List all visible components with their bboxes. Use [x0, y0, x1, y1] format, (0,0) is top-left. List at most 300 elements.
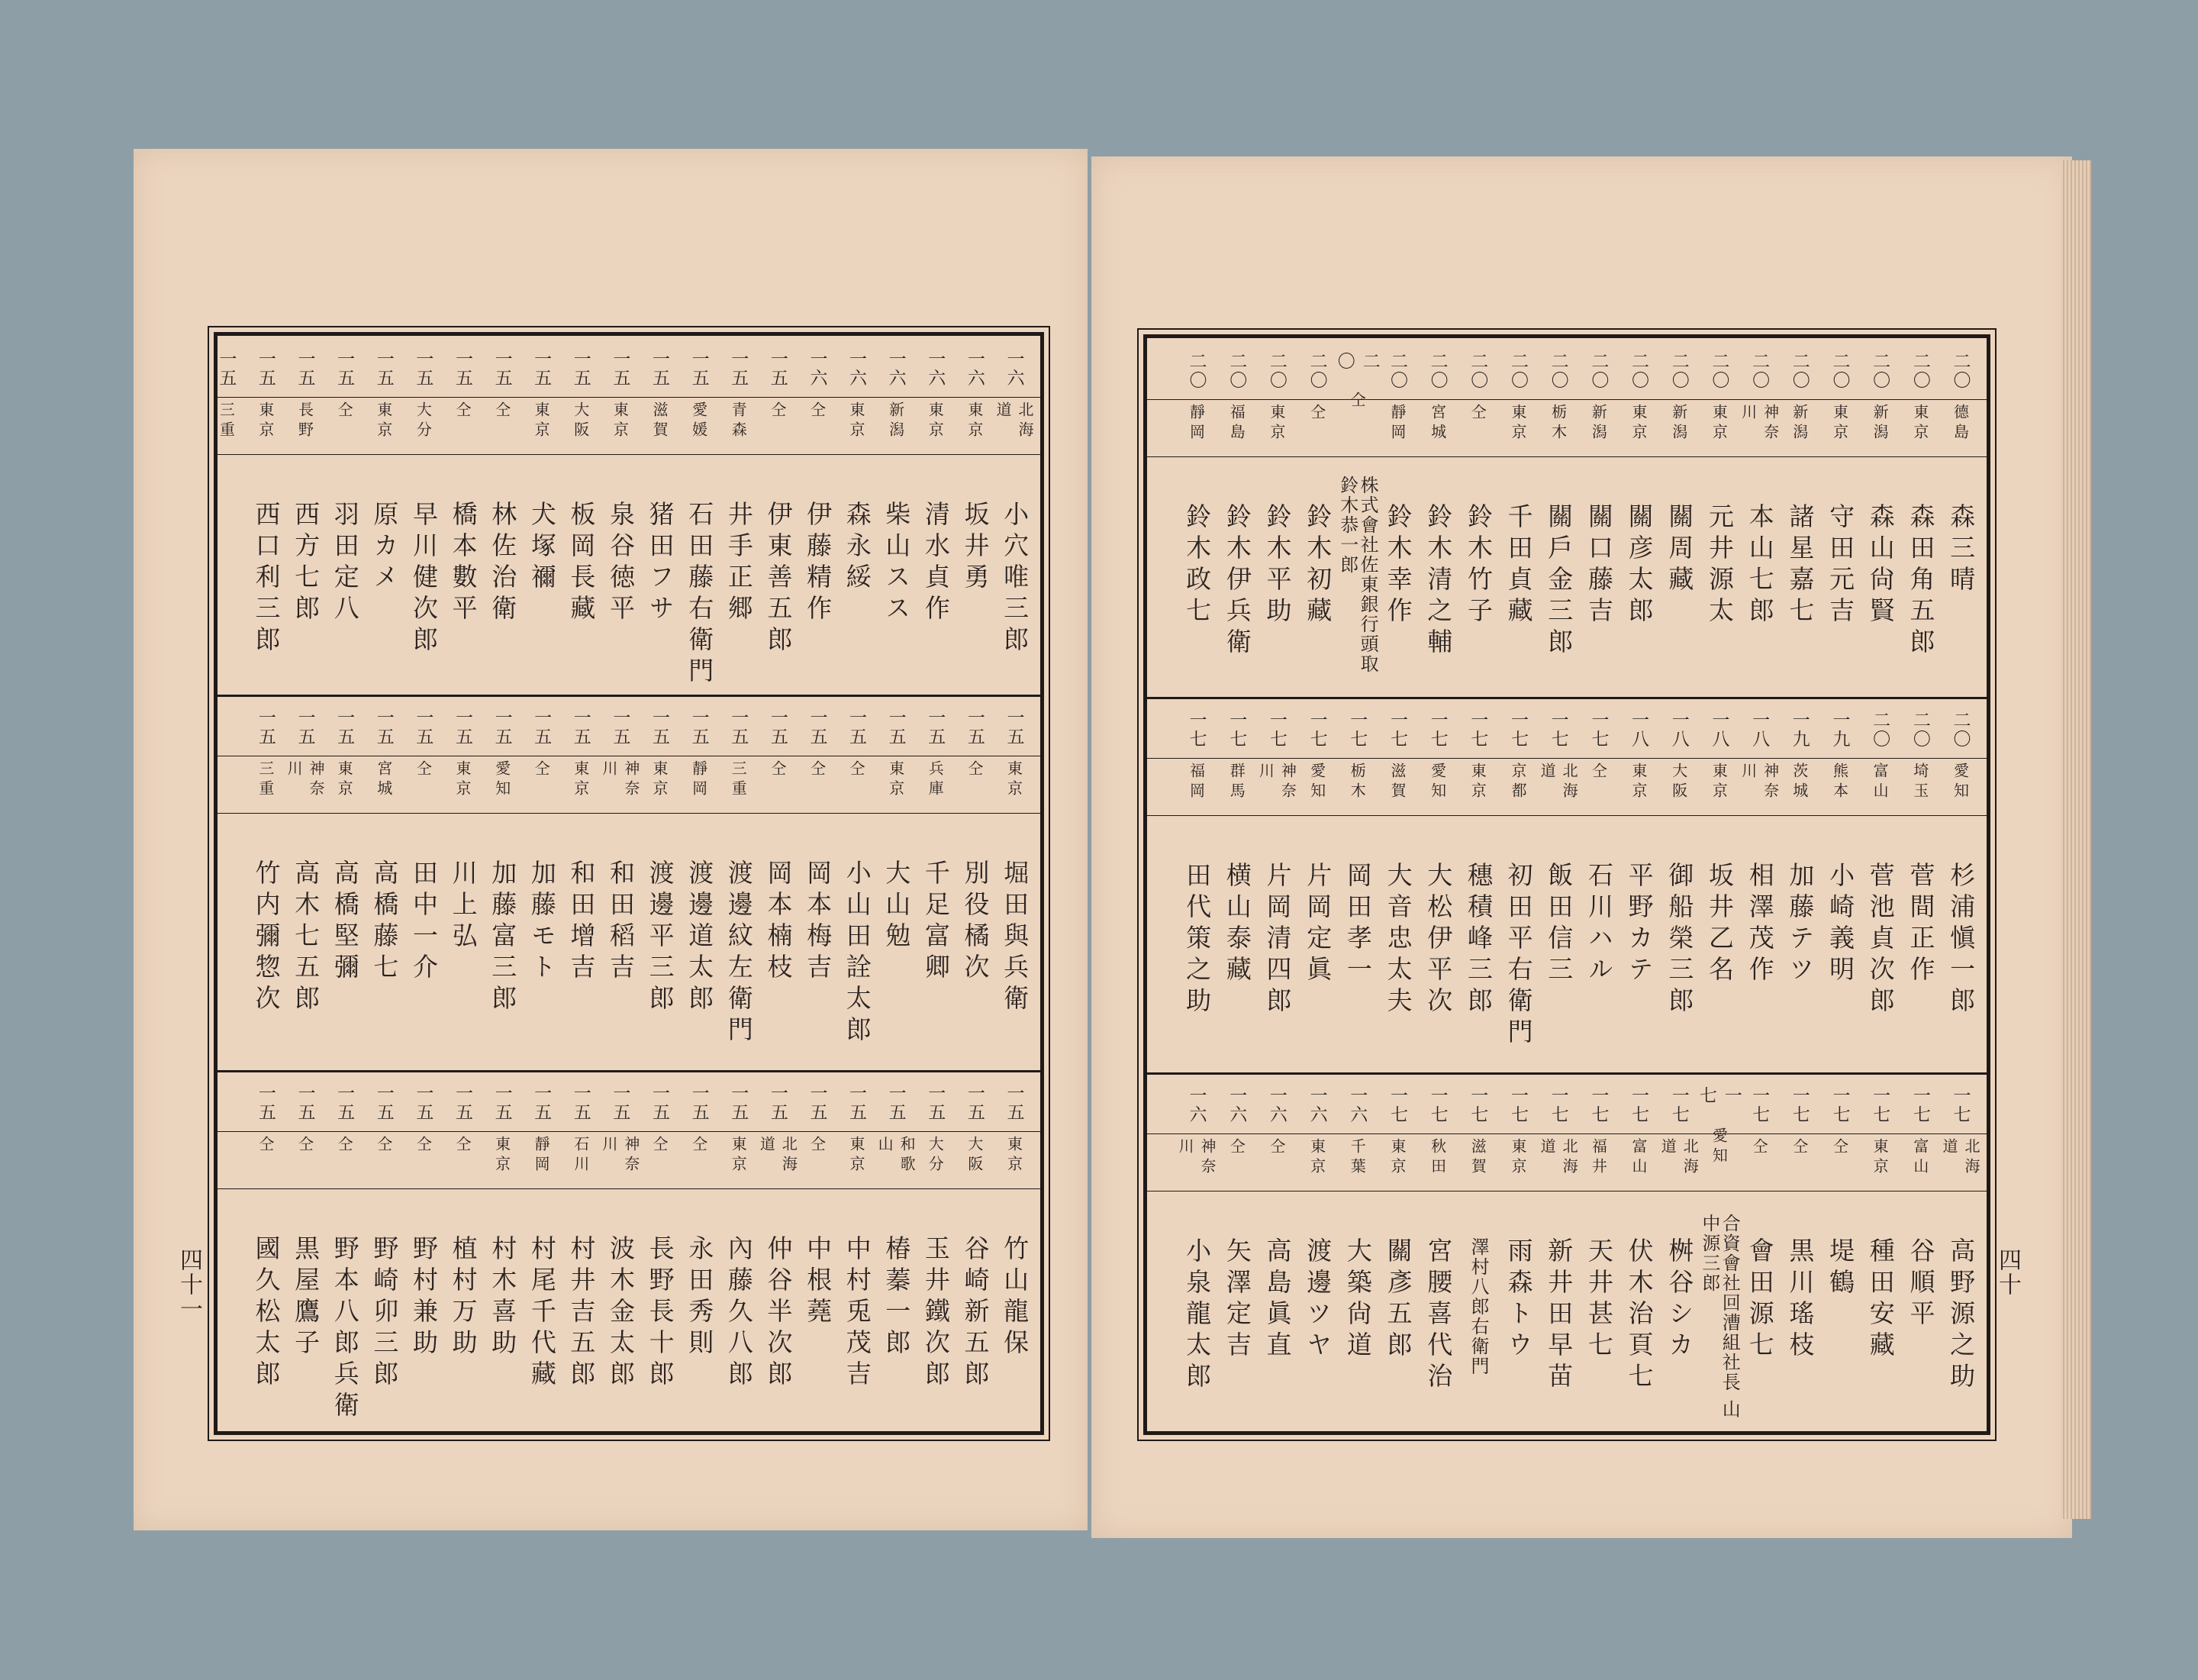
person-name: 內藤久八郎	[724, 1235, 754, 1391]
rank-number: 一五	[531, 708, 552, 746]
rank-number: 一五	[373, 350, 394, 388]
prefecture: 滋賀	[1468, 1138, 1487, 1178]
person-name: 鈴木幸作	[1383, 503, 1413, 628]
register-entry	[1696, 1072, 1742, 1431]
register-entry	[996, 695, 1033, 1070]
person-name: 桝谷シカ	[1665, 1237, 1695, 1362]
register-entry	[1500, 1072, 1536, 1431]
rank-number: 一六	[925, 350, 946, 388]
register-entry	[1701, 338, 1738, 697]
register-entry	[484, 1070, 520, 1429]
prefecture: 京都	[1508, 763, 1527, 802]
prefecture: 仝	[414, 1136, 433, 1156]
register-entry	[1299, 697, 1336, 1072]
prefecture: 秋田	[1428, 1138, 1447, 1178]
register-entry	[996, 336, 1033, 695]
prefecture: 東京	[1004, 1136, 1023, 1175]
left-list-frame	[214, 332, 1044, 1435]
person-name: 宮腰喜代治	[1423, 1237, 1454, 1394]
prefecture: 熊本	[1830, 763, 1849, 802]
prefecture: 群馬	[1227, 763, 1246, 802]
register-entry	[524, 336, 560, 695]
register-entry	[599, 695, 640, 1070]
prefecture: 仝	[807, 760, 827, 780]
prefecture: 仝	[689, 1136, 708, 1156]
register-entry	[996, 1070, 1033, 1429]
prefecture: 三重	[217, 401, 236, 441]
register-entry	[1581, 697, 1617, 1072]
rank-number: 一七	[1910, 1086, 1930, 1124]
rank-number: 一六	[964, 350, 985, 388]
rank-number: 二〇	[1950, 352, 1971, 390]
register-entry	[287, 695, 324, 1070]
register-entry	[759, 695, 796, 1070]
prefecture: 東京	[886, 760, 905, 800]
rank-number: 一七	[1548, 711, 1568, 749]
register-entry	[1658, 1072, 1700, 1431]
rank-number: 一五	[728, 1084, 749, 1122]
prefecture: 仝	[1348, 391, 1367, 411]
prefecture: 神奈川	[599, 760, 640, 800]
register-entry	[405, 695, 442, 1070]
rank-number: 一七	[1789, 1086, 1810, 1124]
person-name: 村井吉五郎	[566, 1235, 597, 1391]
prefecture: 東京	[1267, 404, 1286, 443]
person-name: 加藤モト	[527, 859, 557, 985]
person-name: 森三晴	[1946, 503, 1977, 597]
person-name: 竹内彌惣次	[251, 859, 282, 1016]
prefecture: 新潟	[1871, 404, 1890, 443]
person-name: 御船榮三郎	[1665, 862, 1695, 1018]
register-entry	[1581, 1072, 1617, 1431]
person-name: 岡本楠枝	[763, 859, 794, 985]
rank-number: 一五	[688, 708, 709, 746]
person-name: 守田元吉	[1826, 503, 1856, 628]
rank-number: 一五	[570, 1084, 591, 1122]
prefecture: 栃木	[1549, 404, 1568, 443]
rank-number: 一五	[295, 708, 315, 746]
register-entry	[444, 336, 481, 695]
prefecture: 三重	[256, 760, 275, 800]
rank-number: 一五	[452, 1084, 472, 1122]
person-name: 千足富卿	[920, 859, 951, 985]
prefecture: 仝	[374, 1136, 393, 1156]
rank-number: 一五	[688, 350, 709, 388]
rank-number: 一六	[1307, 1086, 1327, 1124]
register-entry	[720, 1070, 757, 1429]
rank-number: 一七	[1507, 711, 1528, 749]
register-entry	[1942, 338, 1979, 697]
prefecture: 東京	[492, 1136, 511, 1175]
register-entry	[1822, 1072, 1858, 1431]
rank-number: 一八	[1668, 711, 1689, 749]
register-entry	[327, 695, 363, 1070]
person-name: 黒屋鷹子	[291, 1235, 321, 1360]
register-entry	[1701, 697, 1738, 1072]
person-name: 石田藤右衛門	[685, 501, 715, 688]
rank-number: 一七	[1226, 711, 1247, 749]
prefecture: 三重	[729, 760, 748, 800]
prefecture: 宮城	[374, 760, 393, 800]
prefecture: 神奈川	[1739, 404, 1780, 443]
prefecture: 德島	[1951, 404, 1970, 443]
rank-number: 一五	[373, 1084, 394, 1122]
rank-number: 一六	[1226, 1086, 1247, 1124]
prefecture: 東京	[1307, 1138, 1326, 1178]
prefecture: 仝	[335, 1136, 354, 1156]
prefecture: 東京	[1508, 404, 1527, 443]
register-entry	[956, 1070, 993, 1429]
register-block	[218, 695, 1040, 1070]
prefecture: 靜岡	[532, 1136, 551, 1175]
rank-number: 一七	[1588, 711, 1609, 749]
rank-number: 一五	[570, 350, 591, 388]
person-name: 加藤富三郎	[488, 859, 518, 1016]
prefecture: 仝	[1468, 404, 1487, 424]
rank-number: 一五	[610, 350, 630, 388]
register-entry	[1621, 697, 1658, 1072]
rank-number: 一七	[1186, 711, 1207, 749]
register-entry	[247, 336, 284, 695]
rank-number: 二〇	[1427, 352, 1448, 390]
person-name: 竹山龍保	[1000, 1235, 1030, 1360]
register-entry	[839, 695, 875, 1070]
person-name: 天井甚七	[1584, 1237, 1614, 1362]
prefecture: 埼玉	[1910, 763, 1929, 802]
register-entry	[1862, 1072, 1899, 1431]
prefecture: 北海道	[757, 1136, 798, 1175]
register-entry	[327, 336, 363, 695]
person-name: 長野長十郎	[645, 1235, 675, 1391]
register-entry	[405, 1070, 442, 1429]
person-name: 田代策之助	[1182, 862, 1213, 1018]
rank-number: 二〇	[1307, 352, 1327, 390]
register-entry	[839, 1070, 875, 1429]
register-entry	[1862, 697, 1899, 1072]
register-entry	[1902, 1072, 1939, 1431]
rank-number: 二〇	[1548, 352, 1568, 390]
prefecture: 東京	[1910, 404, 1929, 443]
register-entry	[759, 1070, 796, 1429]
person-name: 岡本梅吉	[803, 859, 833, 985]
person-name: 大音忠太夫	[1383, 862, 1413, 1018]
register-entry	[1460, 697, 1497, 1072]
register-entry	[366, 336, 402, 695]
register-entry	[917, 336, 954, 695]
person-name: 高橋藤七	[369, 859, 400, 985]
register-entry	[917, 695, 954, 1070]
prefecture: 仝	[1790, 1138, 1809, 1158]
prefecture: 愛知	[1307, 763, 1326, 802]
register-entry	[1822, 338, 1858, 697]
person-name: 矢澤定吉	[1222, 1237, 1252, 1362]
prefecture: 北海道	[1940, 1138, 1980, 1178]
person-name: 井手正郷	[724, 501, 754, 626]
register-entry	[1219, 338, 1255, 697]
person-name: 大松伊平次	[1423, 862, 1454, 1018]
person-name: 大築尙道	[1342, 1237, 1373, 1362]
rank-number: 一五	[925, 708, 946, 746]
prefecture: 茨城	[1790, 763, 1809, 802]
register-entry	[1739, 697, 1780, 1072]
prefecture: 愛知	[1428, 763, 1447, 802]
rank-number: 一五	[925, 1084, 946, 1122]
person-name: 鈴木清之輔	[1423, 503, 1454, 659]
rank-number: 一七	[1387, 1086, 1407, 1124]
register-entry	[405, 336, 442, 695]
prefecture: 東京	[1508, 1138, 1527, 1178]
person-name: 森山尙賢	[1865, 503, 1896, 628]
register-entry	[642, 695, 678, 1070]
register-entry	[1299, 1072, 1336, 1431]
prefecture: 大阪	[571, 401, 590, 441]
person-name: 渡邊平三郎	[645, 859, 675, 1016]
register-entry	[1942, 1072, 1979, 1431]
prefecture: 東京	[532, 401, 551, 441]
prefecture: 東京	[1004, 760, 1023, 800]
register-entry	[1902, 338, 1939, 697]
rank-number: 一六	[807, 350, 827, 388]
prefecture: 和歌山	[875, 1136, 917, 1175]
register-block	[1147, 697, 1987, 1072]
rank-number: 一五	[728, 708, 749, 746]
prefecture: 靜岡	[1387, 404, 1407, 443]
prefecture: 新潟	[1669, 404, 1688, 443]
person-name: 高野源之助	[1946, 1237, 1977, 1394]
register-entry	[1334, 338, 1380, 697]
rank-number: 一七	[1427, 711, 1448, 749]
prefecture: 仝	[453, 1136, 472, 1156]
prefecture: 東京	[650, 760, 669, 800]
register-entry	[327, 1070, 363, 1429]
prefecture: 大阪	[965, 1136, 984, 1175]
register-entry	[247, 695, 284, 1070]
register-entry	[444, 1070, 481, 1429]
page-edges	[2061, 160, 2091, 1519]
rank-number: 一五	[649, 1084, 669, 1122]
prefecture: 仝	[650, 1136, 669, 1156]
person-name: 相澤茂作	[1745, 862, 1775, 987]
prefecture: 東京	[729, 1136, 748, 1175]
register-entry	[1339, 1072, 1376, 1431]
rank-number: 一七	[1307, 711, 1327, 749]
rank-number: 一五	[373, 708, 394, 746]
person-name: 初田平右衛門	[1503, 862, 1534, 1050]
register-entry	[799, 1070, 836, 1429]
person-name: 關戶金三郎	[1544, 503, 1574, 659]
person-name: 鈴木竹子	[1463, 503, 1494, 628]
person-name: 關口藤吉	[1584, 503, 1614, 628]
prefecture: 仝	[453, 401, 472, 421]
rank-number: 一五	[334, 350, 355, 388]
register-entry	[1460, 338, 1497, 697]
rank-number: 一五	[728, 350, 749, 388]
rank-number: 二〇	[1789, 352, 1810, 390]
register-entry	[1739, 338, 1780, 697]
rank-number: 一五	[413, 1084, 433, 1122]
register-block	[218, 336, 1040, 695]
register-entry	[1420, 697, 1456, 1072]
prefecture: 東京	[847, 401, 866, 441]
person-name: 關彦太郎	[1624, 503, 1655, 628]
rank-number: 二〇	[1629, 352, 1649, 390]
person-name: 清水貞作	[920, 501, 951, 626]
rank-number: 一五	[413, 350, 433, 388]
register-entry	[524, 695, 560, 1070]
rank-number: 二〇	[1910, 352, 1930, 390]
person-name: 伊藤精作	[803, 501, 833, 626]
register-entry	[366, 695, 402, 1070]
register-entry	[444, 695, 481, 1070]
prefecture: 仝	[1589, 763, 1608, 782]
register-entry	[1178, 697, 1215, 1072]
register-entry	[1781, 1072, 1818, 1431]
rank-number: 一五	[295, 1084, 315, 1122]
person-name: 加藤テツ	[1785, 862, 1816, 987]
rank-number: 一五	[491, 1084, 512, 1122]
person-name: 別役橘次	[960, 859, 991, 985]
left-page-number: 四十一	[176, 1248, 202, 1321]
person-name: 片岡定眞	[1303, 862, 1333, 987]
person-name: 西方七郎	[291, 501, 321, 626]
person-name: 千田貞藏	[1503, 503, 1534, 628]
person-name: 平野カテ	[1624, 862, 1655, 987]
prefecture: 東京	[1629, 404, 1648, 443]
register-entry	[562, 1070, 599, 1429]
register-entry	[759, 336, 796, 695]
register-entry	[287, 1070, 324, 1429]
prefecture: 滋賀	[650, 401, 669, 441]
register-entry	[366, 1070, 402, 1429]
rank-number: 一七	[1668, 1086, 1689, 1124]
rank-number: 一五	[767, 350, 788, 388]
prefecture: 仝	[1267, 1138, 1286, 1158]
rank-number: 二〇	[1668, 352, 1689, 390]
prefecture: 福岡	[1187, 763, 1206, 802]
prefecture: 仝	[768, 760, 787, 780]
prefecture: 神奈川	[1739, 763, 1780, 802]
register-entry	[681, 1070, 717, 1429]
register-entry	[1219, 697, 1255, 1072]
prefecture: 仝	[1830, 1138, 1849, 1158]
person-name: 猪田フサ	[645, 501, 675, 626]
person-name: 本山七郎	[1745, 503, 1775, 628]
person-name: 板岡長藏	[566, 501, 597, 626]
person-name: 穗積峰三郎	[1463, 862, 1494, 1018]
prefecture: 大分	[926, 1136, 945, 1175]
prefecture: 仝	[1227, 1138, 1246, 1158]
rank-number: 一七	[1347, 711, 1368, 749]
person-name: 渡邊道太郎	[685, 859, 715, 1016]
prefecture: 青森	[729, 401, 748, 441]
register-entry	[681, 695, 717, 1070]
prefecture: 仝	[807, 1136, 827, 1156]
person-name: 村木喜助	[488, 1235, 518, 1360]
rank-number: 一七	[1629, 1086, 1649, 1124]
person-name: 合資會社回漕組社長 山中源三郎	[1698, 1214, 1741, 1420]
register-entry	[562, 336, 599, 695]
prefecture: 東京	[374, 401, 393, 441]
prefecture: 北海道	[1538, 763, 1579, 802]
person-name: 高木七五郎	[291, 859, 321, 1016]
person-name: 諸星嘉七	[1785, 503, 1816, 628]
prefecture: 北海道	[1658, 1138, 1700, 1178]
person-name: 和田稻吉	[606, 859, 637, 985]
person-name: 石川ハル	[1584, 862, 1614, 987]
person-name: 片岡清四郎	[1262, 862, 1293, 1018]
prefecture: 仝	[335, 401, 354, 421]
rank-number: 一五	[688, 1084, 709, 1122]
register-entry	[1259, 338, 1295, 697]
person-name: 小崎義明	[1826, 862, 1856, 987]
rank-number: 二〇	[1186, 352, 1207, 390]
prefecture: 仝	[492, 401, 511, 421]
register-entry	[1379, 1072, 1416, 1431]
prefecture: 仝	[965, 760, 984, 780]
rank-number: 一七	[1829, 1086, 1850, 1124]
rank-number: 一七	[1950, 1086, 1971, 1124]
register-entry	[642, 336, 678, 695]
register-entry	[878, 695, 914, 1070]
prefecture: 愛知	[1710, 1127, 1729, 1167]
person-name: 堤鶴	[1826, 1237, 1856, 1300]
prefecture: 東京	[1710, 404, 1729, 443]
person-name: 渡邊ツヤ	[1303, 1237, 1333, 1362]
register-entry	[1256, 697, 1297, 1072]
rank-number: 一五	[255, 1084, 276, 1122]
person-name: 谷崎新五郎	[960, 1235, 991, 1391]
register-entry	[1219, 1072, 1255, 1431]
register-entry	[1500, 338, 1536, 697]
prefecture: 東京	[571, 760, 590, 800]
register-entry	[1862, 338, 1899, 697]
person-name: 野崎卯三郎	[369, 1235, 400, 1391]
person-name: 種田安藏	[1865, 1237, 1896, 1362]
person-name: 雨森トウ	[1503, 1237, 1534, 1362]
prefecture: 神奈川	[599, 1136, 640, 1175]
person-name: 元井源太	[1705, 503, 1736, 628]
person-name: 椿蓁一郎	[881, 1235, 912, 1360]
register-entry	[484, 695, 520, 1070]
rank-number: 一五	[452, 350, 472, 388]
person-name: 鈴木平助	[1262, 503, 1293, 628]
prefecture: 東京	[1387, 1138, 1407, 1178]
register-entry	[799, 336, 836, 695]
person-name: 横山泰藏	[1222, 862, 1252, 987]
register-entry	[287, 336, 324, 695]
person-name: 渡邊紋左衛門	[724, 859, 754, 1047]
rank-number: 二〇	[1870, 352, 1890, 390]
prefecture: 愛媛	[689, 401, 708, 441]
rank-number: 一九	[1789, 711, 1810, 749]
rank-number: 二〇	[1749, 352, 1770, 390]
person-name: 菅池貞次郎	[1865, 862, 1896, 1018]
register-block	[218, 1070, 1040, 1429]
person-name: 泉谷徳平	[606, 501, 637, 626]
prefecture: 北海道	[994, 401, 1034, 441]
person-name: 羽田定八	[330, 501, 360, 626]
prefecture: 仝	[1750, 1138, 1769, 1158]
prefecture: 兵庫	[926, 760, 945, 800]
register-entry	[524, 1070, 560, 1429]
person-name: 西口利三郎	[251, 501, 282, 657]
prefecture: 富山	[1871, 763, 1890, 802]
rank-number: 一六	[846, 350, 867, 388]
person-name: 谷順平	[1906, 1237, 1936, 1331]
rank-number: 一七	[1507, 1086, 1528, 1124]
register-entry	[681, 336, 717, 695]
prefecture: 東京	[965, 401, 984, 441]
